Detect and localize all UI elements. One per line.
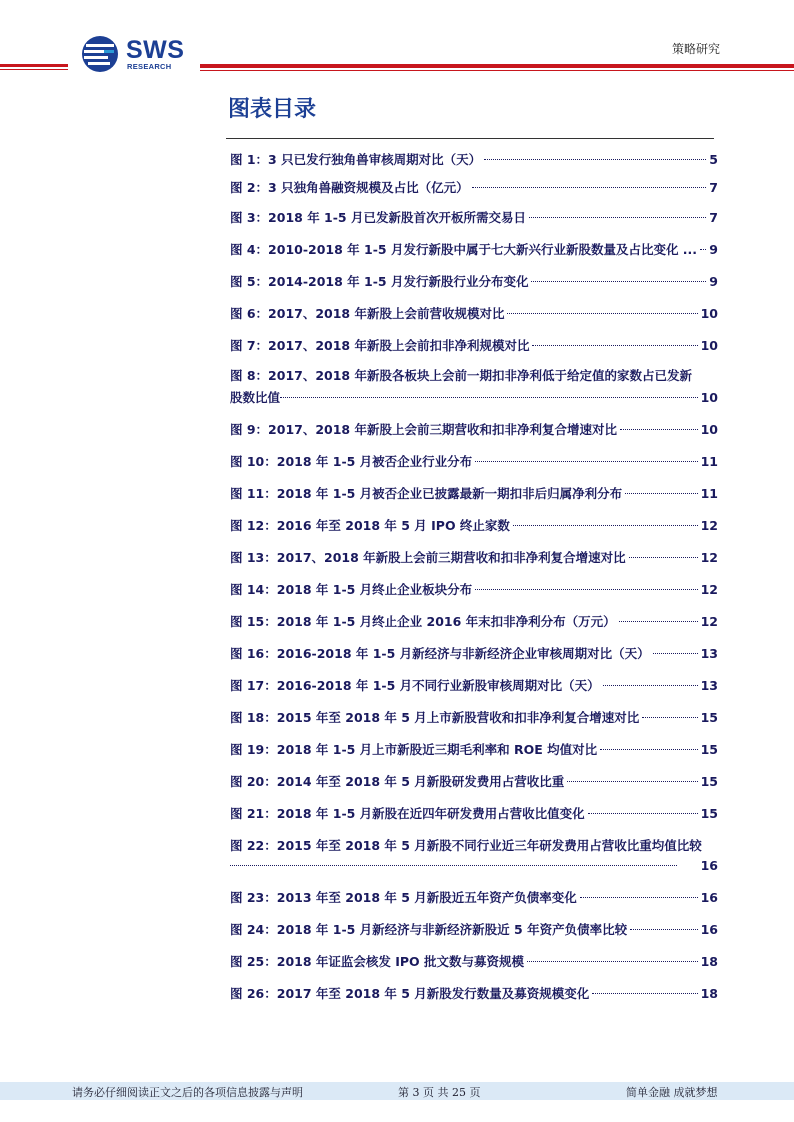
toc-entry-label: 图 22：2015 年至 2018 年 5 月新股不同行业近三年研发费用占营收比重均值比较: [230, 838, 702, 853]
toc-leader-dots: [567, 781, 697, 782]
toc-entry-label: 图 13：2017、2018 年新股上会前三期营收和扣非净利复合增速对比: [230, 550, 626, 565]
toc-entry[interactable]: [230, 208, 718, 226]
page-footer: [0, 1082, 794, 1100]
toc-entry-page: 10: [700, 338, 718, 353]
toc-entry-label: 图 21：2018 年 1-5 月新股在近四年研发费用占营收比值变化: [230, 806, 585, 821]
toc-entry-label: 图 20：2014 年至 2018 年 5 月新股研发费用占营收比重: [230, 774, 565, 789]
logo-subtext: RESEARCH: [127, 62, 172, 71]
toc-leader-dots: [625, 493, 697, 494]
toc-leader-dots: [527, 961, 698, 962]
toc-entry-page: 7: [709, 210, 718, 225]
sws-logo: [80, 34, 190, 74]
toc-entry-label: 图 12：2016 年至 2018 年 5 月 IPO 终止家数: [230, 518, 510, 533]
toc-leader-dots: [513, 525, 698, 526]
toc-entry-label: 图 10：2018 年 1-5 月被否企业行业分布: [230, 454, 473, 469]
toc-entry-page: 11: [700, 454, 718, 469]
toc-entry-page: 12: [700, 550, 718, 565]
toc-entry-page: 15: [700, 806, 718, 821]
header-rule: [0, 64, 68, 67]
toc-entry[interactable]: [230, 984, 718, 1002]
toc-entry-page: 9: [709, 274, 718, 289]
toc-entry-label-continued: 股数比值: [230, 390, 281, 405]
toc-leader-dots: [603, 685, 698, 686]
title-divider: [226, 138, 714, 139]
toc-entry[interactable]: [230, 516, 718, 534]
toc-entry[interactable]: [230, 240, 718, 258]
toc-entry[interactable]: [230, 772, 718, 790]
toc-entry[interactable]: [230, 484, 718, 502]
toc-entry-page: 15: [700, 742, 718, 757]
toc-entry-label: 图 2：3 只独角兽融资规模及占比（亿元）: [230, 180, 469, 195]
toc-entry-label: 图 19：2018 年 1-5 月上市新股近三期毛利率和 ROE 均值对比: [230, 742, 598, 757]
toc-entry[interactable]: [230, 420, 718, 438]
toc-entry-page: 10: [700, 390, 718, 405]
toc-entry-page: 15: [700, 710, 718, 725]
toc-entry-page: 10: [700, 422, 718, 437]
toc-entry-page: 16: [700, 922, 718, 937]
toc-leader-dots: [507, 313, 697, 314]
toc-entry-page: 13: [700, 678, 718, 693]
toc-entry-page: 12: [700, 582, 718, 597]
sws-logo-icon: [80, 34, 120, 74]
toc-leader-dots: [472, 187, 707, 188]
toc-entry[interactable]: [230, 150, 718, 168]
toc-entry-label: 图 18：2015 年至 2018 年 5 月上市新股营收和扣非净利复合增速对比: [230, 710, 640, 725]
toc-entry-label: 图 5：2014-2018 年 1-5 月发行新股行业分布变化: [230, 274, 529, 289]
toc-entry-label: 图 26：2017 年至 2018 年 5 月新股发行数量及募资规模变化: [230, 986, 590, 1001]
toc-leader-dots: [642, 717, 697, 718]
toc-leader-dots: [592, 993, 697, 994]
toc-entry-continuation[interactable]: [230, 858, 718, 876]
toc-entry[interactable]: [230, 336, 718, 354]
header-rule-right-thin: [200, 70, 794, 71]
toc-entry-label: 图 1：3 只已发行独角兽审核周期对比（天）: [230, 152, 482, 167]
page-title: 图表目录: [228, 97, 317, 122]
toc-entry[interactable]: [230, 272, 718, 290]
toc-entry-label: 图 6：2017、2018 年新股上会前营收规模对比: [230, 306, 505, 321]
toc-leader-dots: [700, 249, 706, 250]
toc-leader-dots: [531, 281, 706, 282]
toc-entry-label: 图 24：2018 年 1-5 月新经济与非新经济新股近 5 年资产负债率比较: [230, 922, 628, 937]
toc-entry-continuation[interactable]: [230, 388, 718, 406]
toc-leader-dots: [653, 653, 698, 654]
toc-leader-dots: [619, 621, 698, 622]
toc-entry[interactable]: [230, 804, 718, 822]
toc-entry-label: 图 11：2018 年 1-5 月被否企业已披露最新一期扣非后归属净利分布: [230, 486, 623, 501]
toc-leader-dots: [230, 865, 677, 866]
toc-entry-label: 图 16：2016-2018 年 1-5 月新经济与非新经济企业审核周期对比（天）: [230, 646, 650, 661]
toc-leader-dots: [475, 461, 697, 462]
toc-entry-page: 18: [700, 986, 718, 1001]
toc-entry-page: 7: [709, 180, 718, 195]
toc-entry-page: 18: [700, 954, 718, 969]
toc-entry[interactable]: [230, 366, 718, 384]
footer-slogan: 简单金融 成就梦想: [626, 1086, 718, 1099]
toc-entry[interactable]: [230, 836, 718, 854]
toc-entry-page: 9: [709, 242, 718, 257]
toc-entry[interactable]: [230, 952, 718, 970]
toc-entry-label: 图 8：2017、2018 年新股各板块上会前一期扣非净利低于给定值的家数占已发新: [230, 368, 692, 383]
toc-entry[interactable]: [230, 612, 718, 630]
toc-entry-label: 图 17：2016-2018 年 1-5 月不同行业新股审核周期对比（天）: [230, 678, 600, 693]
toc-leader-dots: [630, 929, 698, 930]
toc-entry[interactable]: [230, 676, 718, 694]
toc-entry-label: 图 7：2017、2018 年新股上会前扣非净利规模对比: [230, 338, 530, 353]
toc-entry-page: 12: [700, 614, 718, 629]
toc-entry[interactable]: [230, 708, 718, 726]
footer-disclaimer: 请务必仔细阅读正文之后的各项信息披露与声明: [72, 1086, 303, 1099]
toc-entry[interactable]: [230, 888, 718, 906]
toc-entry-page: 16: [700, 890, 718, 905]
toc-entry-page: 16: [700, 858, 718, 873]
toc-leader-dots: [484, 159, 706, 160]
toc-entry[interactable]: [230, 580, 718, 598]
toc-entry-label: 图 23：2013 年至 2018 年 5 月新股近五年资产负债率变化: [230, 890, 577, 905]
toc-leader-dots: [620, 429, 698, 430]
toc-entry[interactable]: [230, 178, 718, 196]
toc-leader-dots: [588, 813, 698, 814]
toc-entry[interactable]: [230, 452, 718, 470]
toc-entry-page: 5: [709, 152, 718, 167]
toc-entry-label: 图 25：2018 年证监会核发 IPO 批文数与募资规模: [230, 954, 525, 969]
toc-leader-dots: [529, 217, 706, 218]
toc-entry-page: 10: [700, 306, 718, 321]
toc-leader-dots: [629, 557, 698, 558]
toc-leader-dots: [580, 897, 698, 898]
toc-entry[interactable]: [230, 644, 718, 662]
toc-entry-page: 11: [700, 486, 718, 501]
toc-entry-label: 图 9：2017、2018 年新股上会前三期营收和扣非净利复合增速对比: [230, 422, 617, 437]
toc-entry-page: 13: [700, 646, 718, 661]
toc-entry-label: 图 15：2018 年 1-5 月终止企业 2016 年末扣非净利分布（万元）: [230, 614, 616, 629]
header-rule-thin: [0, 69, 68, 70]
logo-text: SWS: [126, 36, 185, 64]
footer-page-number: 第 3 页 共 25 页: [398, 1086, 481, 1099]
header-rule-right: [200, 64, 794, 68]
toc-entry-page: 15: [700, 774, 718, 789]
toc-entry-label: 图 4：2010-2018 年 1-5 月发行新股中属于七大新兴行业新股数量及占比变化 ...: [230, 242, 698, 257]
toc-entry[interactable]: [230, 740, 718, 758]
toc-entry[interactable]: [230, 548, 718, 566]
toc-leader-dots: [280, 397, 698, 398]
toc-leader-dots: [532, 345, 697, 346]
toc-entry-label: 图 3：2018 年 1-5 月已发新股首次开板所需交易日: [230, 210, 526, 225]
toc-entry-label: 图 14：2018 年 1-5 月终止企业板块分布: [230, 582, 473, 597]
toc-entry-page: 12: [700, 518, 718, 533]
toc-entry[interactable]: [230, 920, 718, 938]
toc-entry[interactable]: [230, 304, 718, 322]
section-label: 策略研究: [671, 42, 720, 56]
toc-leader-dots: [475, 589, 697, 590]
toc-leader-dots: [600, 749, 697, 750]
